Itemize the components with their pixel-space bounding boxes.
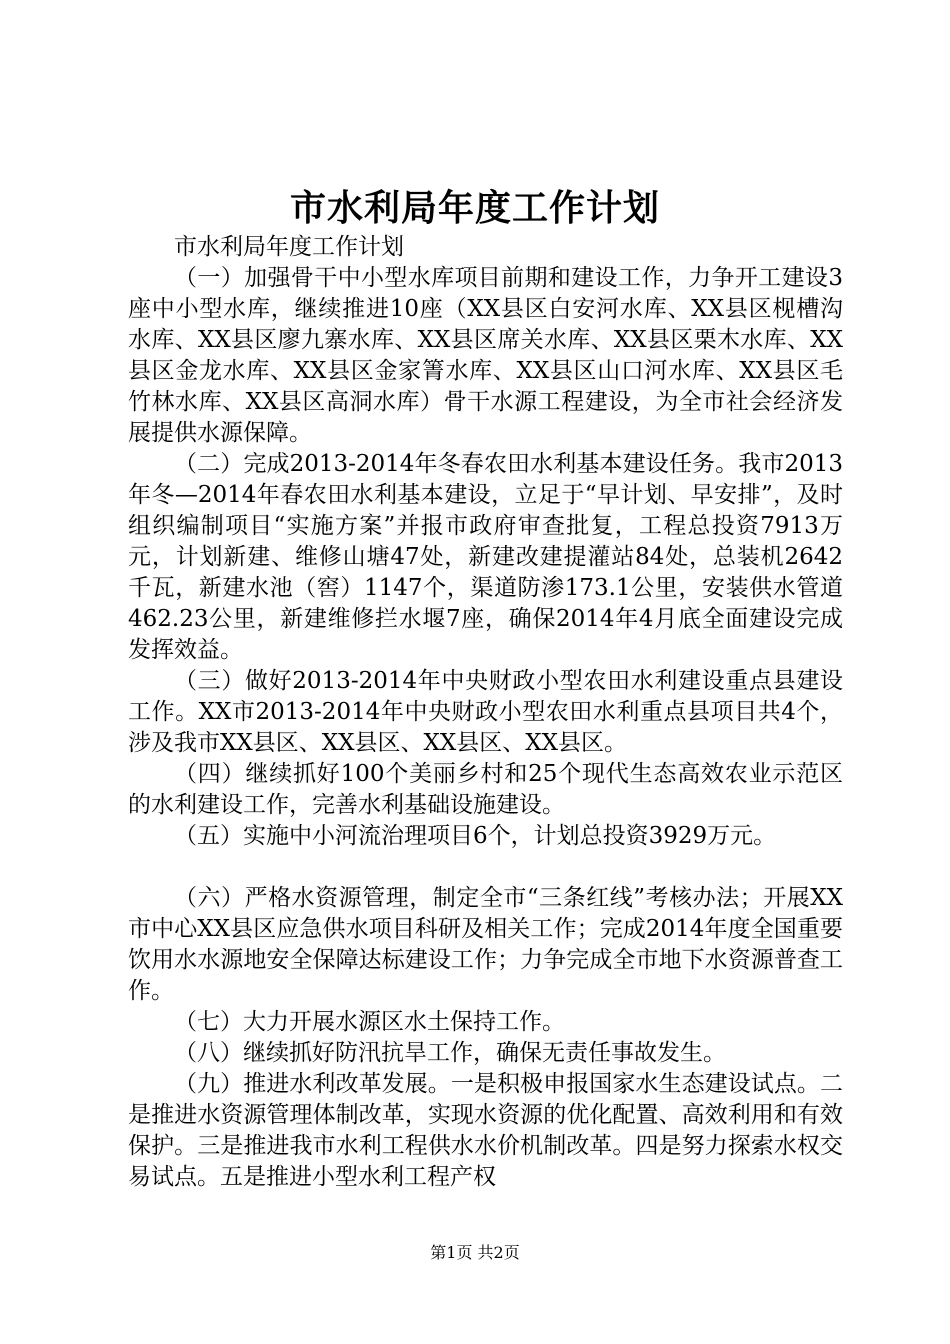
- paragraph-7: （七）大力开展水源区水土保持工作。: [174, 1009, 565, 1035]
- page-footer: 第1页 共2页: [430, 1243, 520, 1262]
- paragraph-1: （一）加强骨干中小型水库项目前期和建设工作，力争开工建设3座中小型水库，继续推进10座（XX县区白安河水库、XX县区枧槽沟水库、XX县区廖九寨水库、XX县区席关水库、XX县区栗木水库、XX县区金龙水库、XX县区金家箐水库、XX县区山口河水库、XX县区毛竹林水库、XX县区高洞水库）骨干水源工程建设，为全市社会经济发展提供水源保障。: [128, 265, 843, 446]
- paragraph-6: （六）严格水资源管理，制定全市“三条红线”考核办法；开展XX市中心XX县区应急供水项目科研及相关工作；完成2014年度全国重要饮用水水源地安全保障达标建设工作；力争完成全市地下水资源普查工作。: [128, 885, 843, 1004]
- paragraph-9: （九）推进水利改革发展。一是积极申报国家水生态建设试点。二是推进水资源管理体制改革，实现水资源的优化配置、高效利用和有效保护。三是推进我市水利工程供水水价机制改革。四是努力探索水权交易试点。五是推进小型水利工程产权: [128, 1071, 843, 1190]
- paragraph-2: （二）完成2013-2014年冬春农田水利基本建设任务。我市2013年冬—2014年春农田水利基本建设，立足于“早计划、早安排”，及时组织编制项目“实施方案”并报市政府审查批复，工程总投资7913万元，计划新建、维修山塘47处，新建改建提灌站84处，总装机2642千瓦，新建水池（窖）1147个，渠道防渗173.1公里，安装供水管道462.23公里，新建维修拦水堰7座，确保2014年4月底全面建设完成发挥效益。: [128, 451, 843, 663]
- paragraph-spacer: [128, 852, 843, 883]
- paragraph-5: （五）实施中小河流治理项目6个，计划总投资3929万元。: [174, 823, 777, 849]
- paragraph-8: （八）继续抓好防汛抗旱工作，确保无责任事故发生。: [174, 1040, 726, 1066]
- document-subtitle: 市水利局年度工作计划: [174, 234, 404, 260]
- paragraph-3: （三）做好2013-2014年中央财政小型农田水利建设重点县建设工作。XX市2013-2014年中央财政小型农田水利重点县项目共4个，涉及我市XX县区、XX县区、XX县区、XX县区。: [128, 668, 843, 756]
- document-title: 市水利局年度工作计划: [289, 187, 660, 229]
- paragraph-4: （四）继续抓好100个美丽乡村和25个现代生态高效农业示范区的水利建设工作，完善水利基础设施建设。: [128, 761, 843, 818]
- document-body: [128, 232, 843, 1193]
